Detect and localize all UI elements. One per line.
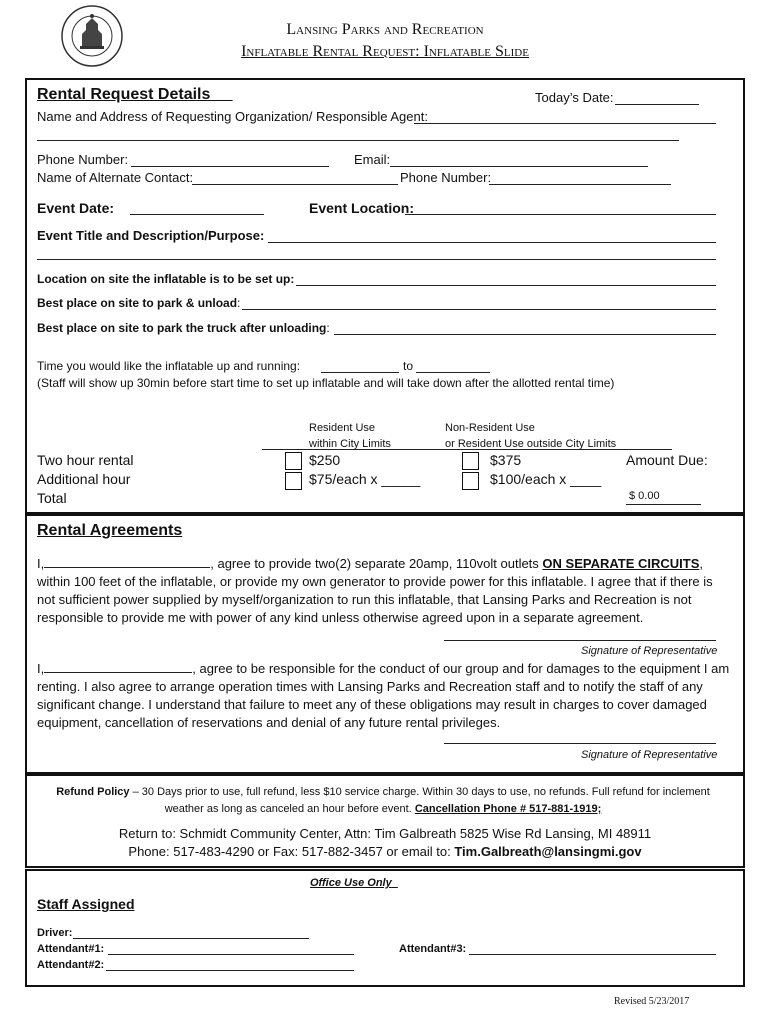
row-additional-hour-label: Additional hour bbox=[37, 471, 131, 487]
signature-label-2: Signature of Representative bbox=[581, 749, 718, 761]
attendant2-label: Attendant#2: bbox=[37, 959, 105, 971]
best-park-field[interactable] bbox=[242, 309, 716, 310]
best-park-truck-field[interactable] bbox=[334, 334, 716, 335]
event-title-field[interactable] bbox=[268, 242, 716, 243]
agreement-paragraph-2: I, , agree to be responsible for the conduct of our group and for damages to the equipment I am renting. I also agree to arrange operation times with Lansing Parks and Recreation staff and to notify the staff of any significant change. I understand that failure to meet any of these obligations may result in charges to cover damaged equipment, cancellation of reservations and denial of any future rental privileges. bbox=[37, 661, 730, 730]
refund-policy-text: Refund Policy – 30 Days prior to use, full refund, less $10 service charge. Within 30 days to use, no refunds. Full refund for inclement weather as long as canceled an hour before event. Cancellation Phone # 517-881-1919; bbox=[56, 786, 710, 815]
driver-field[interactable] bbox=[73, 938, 309, 939]
form-title: Inflatable Rental Request: Inflatable Slide bbox=[241, 43, 529, 60]
attendant1-field[interactable] bbox=[108, 954, 354, 955]
best-park-label: Best place on site to park & unload: bbox=[37, 296, 241, 310]
alt-phone-field[interactable] bbox=[489, 184, 671, 185]
nonresident-two-hour-checkbox[interactable] bbox=[462, 452, 479, 470]
setup-location-label: Location on site the inflatable is to be set up: bbox=[37, 272, 295, 286]
office-use-title: Office Use Only bbox=[310, 877, 392, 889]
rental-request-title: Rental Request Details bbox=[37, 86, 211, 103]
amount-due-value[interactable]: $ 0.00 bbox=[629, 490, 660, 502]
nonresident-additional-checkbox[interactable] bbox=[462, 472, 479, 490]
event-title-field-2[interactable] bbox=[37, 259, 716, 260]
event-date-label: Event Date: bbox=[37, 200, 115, 216]
name-address-label: Name and Address of Requesting Organization/ Responsible Agent: bbox=[37, 109, 428, 124]
time-end-field[interactable] bbox=[416, 372, 490, 373]
resident-two-hour-price: $250 bbox=[309, 452, 341, 468]
alt-phone-label: Phone Number: bbox=[400, 170, 492, 185]
time-label: Time you would like the inflatable up and running: bbox=[37, 359, 301, 373]
resident-header: Resident Use within City Limits bbox=[309, 422, 391, 450]
time-to-label: to bbox=[403, 359, 414, 373]
event-date-field[interactable] bbox=[130, 214, 264, 215]
amount-due-label: Amount Due: bbox=[626, 452, 708, 468]
email-field[interactable] bbox=[390, 166, 648, 167]
row-total-label: Total bbox=[37, 490, 67, 506]
event-location-field[interactable] bbox=[405, 214, 716, 215]
nonresident-header: Non-Resident Use or Resident Use outside City Limits bbox=[445, 422, 617, 450]
name-address-field[interactable] bbox=[414, 123, 716, 124]
return-address: Return to: Schmidt Community Center, Attn: Tim Galbreath 5825 Wise Rd Lansing, MI 48911 bbox=[118, 826, 652, 841]
rental-agreements-section bbox=[25, 514, 745, 774]
todays-date-field[interactable] bbox=[615, 104, 699, 105]
time-note: (Staff will show up 30min before start time to set up inflatable and will take down after the allotted rental time) bbox=[37, 376, 615, 390]
phone-label: Phone Number: bbox=[37, 152, 129, 167]
row-two-hour-label: Two hour rental bbox=[37, 452, 134, 468]
signature-line-1[interactable] bbox=[444, 640, 716, 641]
attendant2-field[interactable] bbox=[106, 970, 354, 971]
staff-assigned-title: Staff Assigned bbox=[37, 896, 135, 912]
time-start-field[interactable] bbox=[321, 372, 399, 373]
contact-line: Phone: 517-483-4290 or Fax: 517-882-3457 or email to: Tim.Galbreath@lansingmi.gov bbox=[128, 844, 642, 859]
best-park-truck-label: Best place on site to park the truck after unloading: bbox=[37, 321, 330, 335]
phone-field[interactable] bbox=[131, 166, 329, 167]
nonresident-additional-price: $100/each x ____ bbox=[490, 471, 602, 487]
agreement-paragraph-1: I, , agree to provide two(2) separate 20amp, 110volt outlets ON SEPARATE CIRCUITS, within 100 feet of the inflatable, or provide my own generator to provide power for this inflatable. I agree that if there is not sufficient power supplied by myself/organization to run this inflatable, that Lansing Parks and Recreation is not responsible to provide me with power of any kind unless otherwise agreed upon in a separate agreement. bbox=[37, 556, 713, 625]
driver-label: Driver: bbox=[37, 927, 73, 939]
attendant3-field[interactable] bbox=[469, 954, 716, 955]
amount-due-field bbox=[626, 504, 701, 505]
email-label: Email: bbox=[354, 152, 391, 167]
alt-contact-label: Name of Alternate Contact: bbox=[37, 170, 194, 185]
event-location-label: Event Location: bbox=[309, 200, 415, 216]
attendant1-label: Attendant#1: bbox=[37, 943, 105, 955]
agreement-2-name-field[interactable] bbox=[44, 660, 192, 673]
resident-additional-price: $75/each x _____ bbox=[309, 471, 421, 487]
alt-contact-field[interactable] bbox=[192, 184, 398, 185]
signature-label-1: Signature of Representative bbox=[581, 645, 718, 657]
event-title-label: Event Title and Description/Purpose: bbox=[37, 228, 265, 243]
resident-two-hour-checkbox[interactable] bbox=[285, 452, 302, 470]
attendant3-label: Attendant#3: bbox=[399, 943, 467, 955]
agreement-1-name-field[interactable] bbox=[44, 555, 210, 568]
setup-location-field[interactable] bbox=[296, 285, 716, 286]
contact-email[interactable]: Tim.Galbreath@lansingmi.gov bbox=[454, 844, 642, 859]
revised-date: Revised 5/23/2017 bbox=[614, 996, 690, 1007]
nonresident-two-hour-price: $375 bbox=[490, 452, 522, 468]
signature-line-2[interactable] bbox=[444, 743, 716, 744]
name-address-field-2[interactable] bbox=[37, 140, 679, 141]
org-title: Lansing Parks and Recreation bbox=[286, 21, 484, 38]
pricing-header-rule bbox=[262, 449, 672, 450]
todays-date-label: Today’s Date: bbox=[535, 90, 614, 105]
agreements-title: Rental Agreements bbox=[37, 522, 183, 539]
resident-additional-checkbox[interactable] bbox=[285, 472, 302, 490]
